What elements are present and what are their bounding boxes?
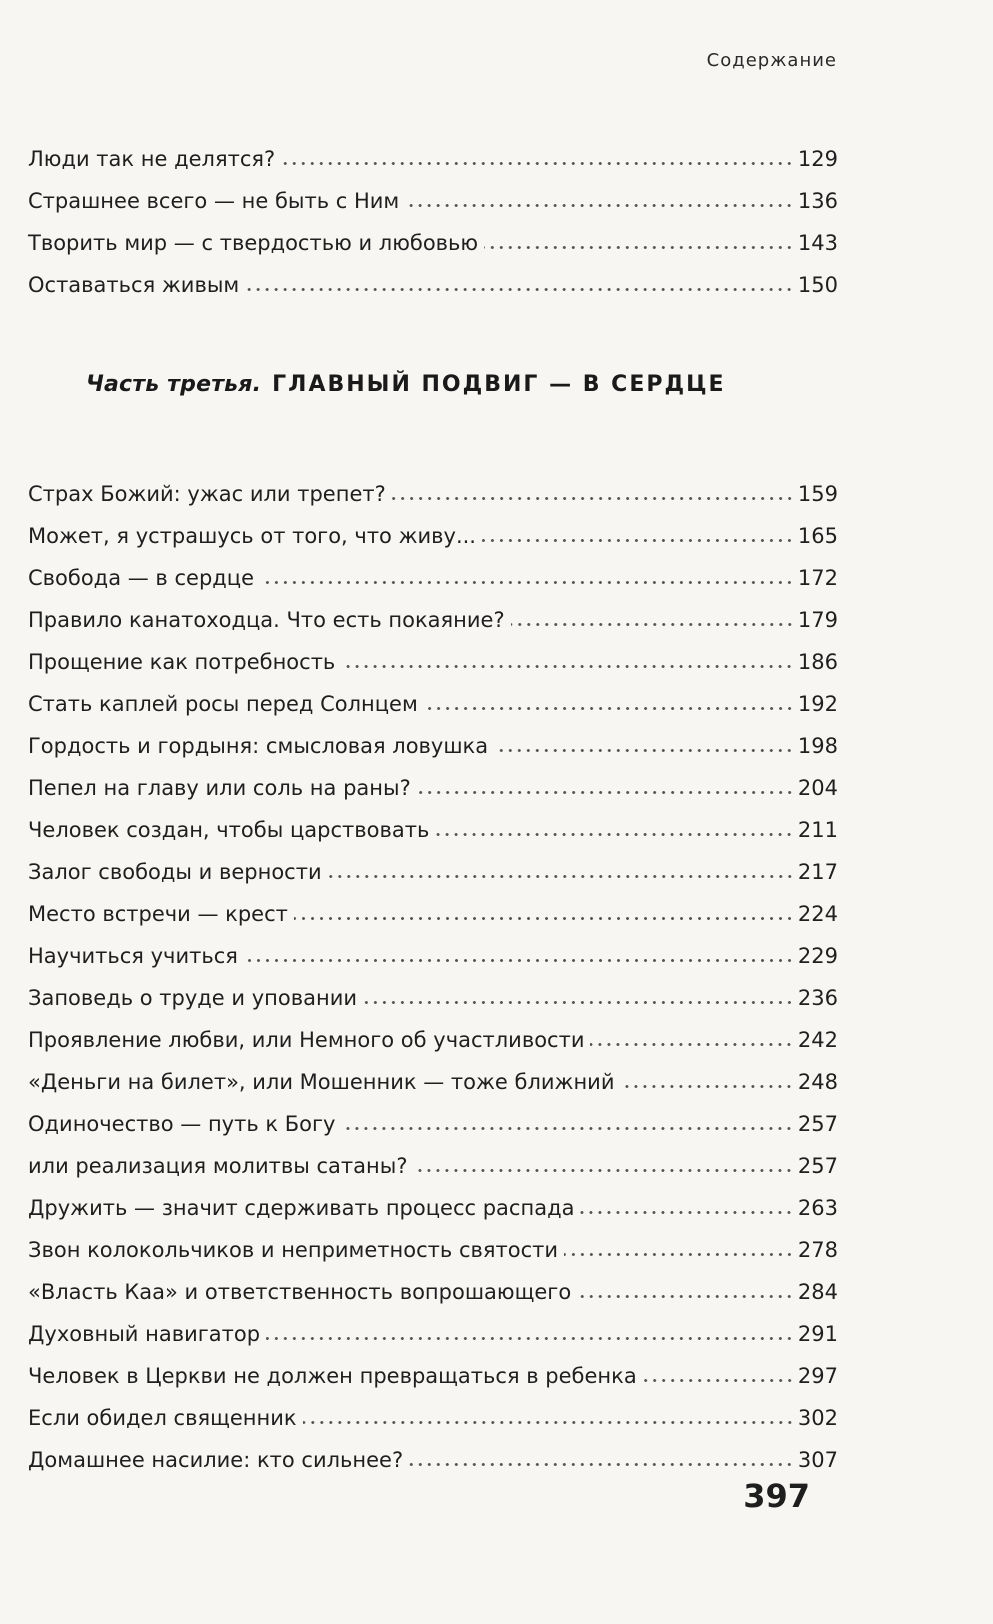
toc-entry-page: 263 [797, 1196, 838, 1220]
toc-entry [28, 463, 838, 505]
dot-leader [245, 287, 794, 292]
toc-entry-page: 257 [797, 1112, 838, 1136]
dot-leader [417, 790, 794, 795]
dot-leader [435, 832, 794, 837]
toc-entry-title: Залог свободы и верности [28, 860, 322, 884]
toc-entry-page: 242 [797, 1028, 838, 1052]
toc-entry-page: 284 [797, 1280, 838, 1304]
toc-entry-title: Дружить — значит сдерживать процесс распада [28, 1196, 575, 1220]
toc-entry-page: 278 [797, 1238, 838, 1262]
toc-entry [28, 589, 838, 631]
toc-entry-title: Проявление любви, или Немного об участливости [28, 1028, 585, 1052]
toc-entry [28, 757, 838, 799]
toc-entry-title: Оставаться живым [28, 273, 240, 297]
dot-leader [484, 245, 794, 250]
toc-entry [28, 128, 838, 170]
toc-entry [28, 841, 838, 883]
dot-leader [413, 1168, 793, 1173]
running-head: Содержание [706, 50, 837, 71]
toc-entry [28, 631, 838, 673]
toc-entry-title: Духовный навигатор [28, 1322, 261, 1346]
toc-entry [28, 170, 838, 212]
toc-entry-title: Место встречи — крест [28, 902, 288, 926]
toc-entry-title: Гордость и гордыня: смысловая ловушка [28, 734, 489, 758]
toc-entry-title: Одиночество — путь к Богу [28, 1112, 336, 1136]
toc-entry-title: Может, я устрашусь от того, что живу... [28, 524, 476, 548]
toc-entry-page: 186 [797, 650, 838, 674]
toc-entry-title: Свобода — в сердце [28, 566, 255, 590]
toc-entry-title: Заповедь о труде и уповании [28, 986, 358, 1010]
toc-entry [28, 1261, 838, 1303]
dot-leader [511, 622, 794, 627]
toc-entry-page: 297 [797, 1364, 838, 1388]
toc-entry-title: Страшнее всего — не быть с Ним [28, 189, 400, 213]
part-label: Часть третья. [86, 372, 262, 397]
dot-leader [580, 1210, 793, 1215]
toc-list-part-three [28, 463, 838, 1471]
toc-entry-page: 172 [797, 566, 838, 590]
toc-entry-title: Творить мир — с твердостью и любовью [28, 231, 479, 255]
toc-entry-title: «Деньги на билет», или Мошенник — тоже ближний [28, 1070, 615, 1094]
dot-leader [620, 1084, 793, 1089]
dot-leader [328, 874, 794, 879]
toc-entry-page: 204 [797, 776, 838, 800]
toc-entry-page: 143 [797, 231, 838, 255]
toc-entry-page: 257 [797, 1154, 838, 1178]
dot-leader [392, 496, 794, 501]
toc-entry-page: 198 [797, 734, 838, 758]
toc-entry [28, 505, 838, 547]
toc-entry-title: Человек в Церкви не должен превращаться в ребенка [28, 1364, 637, 1388]
toc-entry-title: «Власть Каа» и ответственность вопрошающего [28, 1280, 572, 1304]
toc-entry-title: Домашнее насилие: кто сильнее? [28, 1448, 404, 1472]
toc-entry-page: 307 [797, 1448, 838, 1472]
dot-leader [482, 538, 794, 543]
toc-entry-page: 150 [797, 273, 838, 297]
dot-leader [294, 916, 794, 921]
toc-entry [28, 883, 838, 925]
dot-leader [405, 203, 794, 208]
toc-entry [28, 1009, 838, 1051]
toc-entry [28, 212, 838, 254]
part-title: ГЛАВНЫЙ ПОДВИГ — В СЕРДЦЕ [272, 372, 726, 397]
toc-entry [28, 967, 838, 1009]
toc-entry-page: 302 [797, 1406, 838, 1430]
toc-entry [28, 1387, 838, 1429]
toc-entry-title: Стать каплей росы перед Солнцем [28, 692, 418, 716]
dot-leader [281, 161, 794, 166]
toc-entry-page: 211 [797, 818, 838, 842]
toc-entry-page: 165 [797, 524, 838, 548]
dot-leader [266, 1336, 794, 1341]
toc-entry [28, 1051, 838, 1093]
toc-entry-page: 236 [797, 986, 838, 1010]
dot-leader [303, 1420, 794, 1425]
toc-entry [28, 254, 838, 296]
toc-entry-title: Люди так не делятся? [28, 147, 276, 171]
toc-entry [28, 1177, 838, 1219]
dot-leader [494, 748, 794, 753]
toc-entry [28, 715, 838, 757]
dot-leader [424, 706, 794, 711]
part-heading [86, 372, 726, 397]
toc-entry-title: или реализация молитвы сатаны? [28, 1154, 408, 1178]
toc-entry [28, 1219, 838, 1261]
toc-entry-page: 224 [797, 902, 838, 926]
toc-entry-title: Если обидел священник [28, 1406, 297, 1430]
toc-entry-title: Научиться учиться [28, 944, 238, 968]
toc-entry-title: Правило канатоходца. Что есть покаяние? [28, 608, 505, 632]
toc-entry-page: 192 [797, 692, 838, 716]
toc-entry-page: 129 [797, 147, 838, 171]
toc-entry-page: 179 [797, 608, 838, 632]
toc-entry [28, 547, 838, 589]
dot-leader [244, 958, 794, 963]
dot-leader [577, 1294, 794, 1299]
toc-entry-title: Пепел на главу или соль на раны? [28, 776, 411, 800]
toc-entry [28, 1345, 838, 1387]
toc-entry-page: 136 [797, 189, 838, 213]
toc-entry [28, 1093, 838, 1135]
dot-leader [341, 664, 794, 669]
dot-leader [564, 1252, 794, 1257]
dot-leader [643, 1378, 794, 1383]
toc-entry-page: 291 [797, 1322, 838, 1346]
toc-entry [28, 1135, 838, 1177]
toc-entry-page: 217 [797, 860, 838, 884]
toc-entry [28, 925, 838, 967]
toc-entry-page: 248 [797, 1070, 838, 1094]
toc-entry [28, 1303, 838, 1345]
toc-entry-title: Страх Божий: ужас или трепет? [28, 482, 386, 506]
dot-leader [341, 1126, 793, 1131]
dot-leader [409, 1462, 794, 1467]
dot-leader [590, 1042, 793, 1047]
toc-list-part-two-end [28, 128, 838, 296]
toc-entry-title: Звон колокольчиков и неприметность святости [28, 1238, 559, 1262]
toc-entry [28, 1429, 838, 1471]
dot-leader [363, 1000, 794, 1005]
toc-entry [28, 673, 838, 715]
page-number: 397 [743, 1477, 810, 1515]
toc-entry-title: Прощение как потребность [28, 650, 336, 674]
dot-leader [260, 580, 794, 585]
toc-entry [28, 799, 838, 841]
toc-entry-page: 159 [797, 482, 838, 506]
toc-entry-title: Человек создан, чтобы царствовать [28, 818, 430, 842]
toc-entry-page: 229 [797, 944, 838, 968]
